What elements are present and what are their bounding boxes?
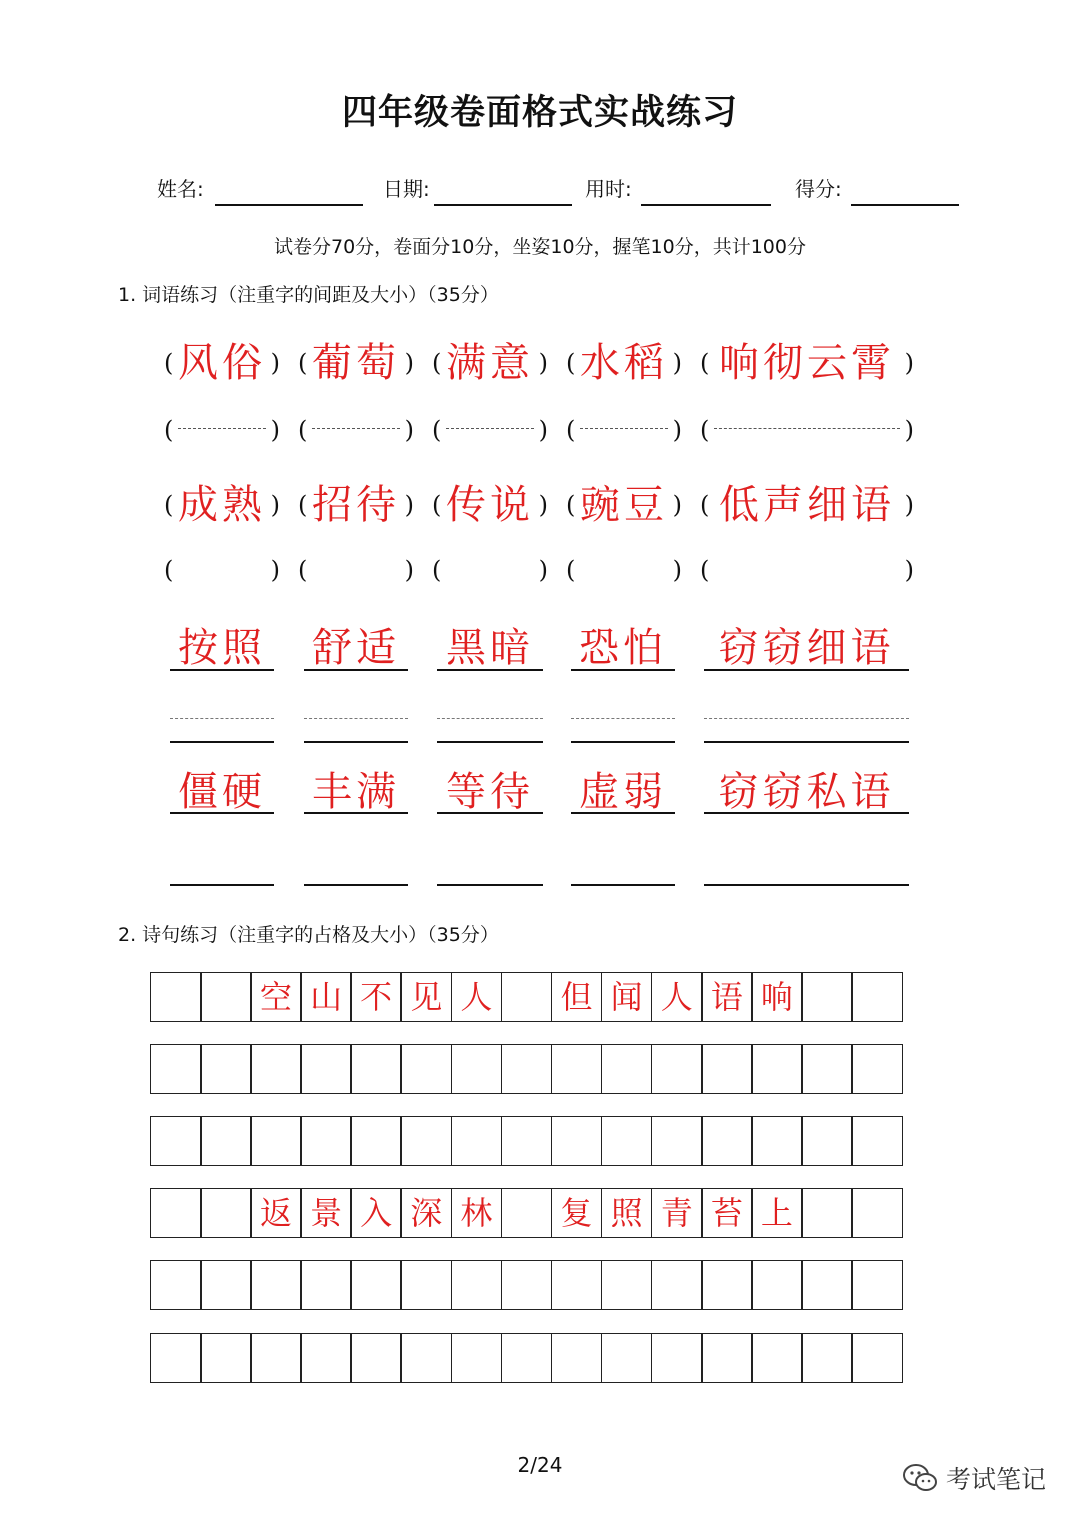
grid-cell[interactable]: 空 [250,972,302,1022]
grid-cell[interactable] [150,1260,202,1310]
answer-line[interactable] [704,741,909,743]
grid-row [150,1116,903,1166]
left-paren: ( [566,416,576,444]
grid-cell[interactable] [300,1044,352,1094]
dashed-guide [446,428,534,429]
grid-cell[interactable] [601,1333,653,1383]
scoring-note: 试卷分70分，卷面分10分，坐姿10分，握笔10分，共计100分 [274,236,806,258]
grid-cell[interactable] [400,1116,452,1166]
underlined-word: 恐怕 [579,625,667,671]
grid-cell[interactable] [150,1116,202,1166]
grid-cell[interactable] [551,1260,603,1310]
underlined-word: 窃窃私语 [718,769,895,815]
paren-answer-blank[interactable] [566,535,682,605]
paren-word-slot [164,328,280,398]
paren-answer-blank[interactable] [566,395,682,465]
word-underline [704,669,909,671]
grid-cell[interactable]: 返 [250,1188,302,1238]
left-paren: ( [700,349,710,377]
grid-cell[interactable] [350,1333,402,1383]
grid-cell[interactable] [501,1333,553,1383]
answer-line[interactable] [437,884,543,886]
left-paren: ( [298,556,308,584]
paren-answer-blank[interactable] [432,535,548,605]
word-underline [170,812,274,814]
dashed-guide [580,428,668,429]
right-paren: ) [270,349,280,377]
grid-cell[interactable] [651,1044,703,1094]
word: 葡萄 [312,340,400,386]
right-paren: ) [270,416,280,444]
word: 水稻 [580,340,668,386]
grid-cell[interactable] [651,1260,703,1310]
right-paren: ) [672,416,682,444]
left-paren: ( [432,491,442,519]
grid-cell[interactable] [851,1333,903,1383]
grid-cell[interactable]: 入 [350,1188,402,1238]
right-paren: ) [538,491,548,519]
word: 低声细语 [719,482,895,528]
right-paren: ) [904,349,914,377]
grid-cell[interactable] [801,1044,853,1094]
grid-cell[interactable] [400,1333,452,1383]
section2-title: 2. 诗句练习（注重字的占格及大小）（35分） [118,924,499,946]
answer-dotted-guide [304,718,408,719]
word: 传说 [446,482,534,528]
watermark [902,1460,1046,1496]
grid-cell[interactable] [451,1260,503,1310]
grid-cell[interactable] [250,1260,302,1310]
date-label: 日期: [383,177,430,201]
grid-cell[interactable]: 复 [551,1188,603,1238]
right-paren: ) [270,491,280,519]
time-label: 用时: [585,177,632,201]
paren-word-slot [566,470,682,540]
grid-cell[interactable] [200,1188,252,1238]
answer-dotted-guide [704,718,909,719]
left-paren: ( [432,349,442,377]
paren-word-slot [432,470,548,540]
answer-dotted-guide [437,718,543,719]
grid-cell[interactable] [150,1188,202,1238]
grid-row [150,1260,903,1310]
right-paren: ) [904,556,914,584]
right-paren: ) [404,556,414,584]
grid-cell[interactable] [400,1044,452,1094]
left-paren: ( [298,416,308,444]
word-underline [437,669,543,671]
grid-cell[interactable]: 上 [751,1188,803,1238]
grid-cell[interactable] [350,1260,402,1310]
grid-cell[interactable] [200,972,252,1022]
dashed-guide [178,428,266,429]
paren-answer-blank[interactable] [298,535,414,605]
grid-cell[interactable]: 景 [300,1188,352,1238]
left-paren: ( [298,349,308,377]
underlined-word: 窃窃细语 [718,625,895,671]
grid-cell[interactable] [501,1116,553,1166]
grid-row [150,1044,903,1094]
grid-cell[interactable] [150,1044,202,1094]
grid-cell[interactable]: 不 [350,972,402,1022]
paren-word-slot [700,470,914,540]
grid-cell[interactable] [350,1116,402,1166]
grid-cell[interactable] [451,1116,503,1166]
grid-cell[interactable] [601,1044,653,1094]
grid-cell[interactable] [551,1116,603,1166]
paren-word-slot [164,470,280,540]
left-paren: ( [566,556,576,584]
right-paren: ) [404,416,414,444]
paren-word-slot [298,470,414,540]
name-field[interactable] [215,204,363,206]
grid-cell[interactable] [801,1333,853,1383]
grid-cell[interactable] [701,1116,753,1166]
underlined-word: 黑暗 [446,625,534,671]
watermark-text: 考试笔记 [945,1465,1046,1494]
grid-cell[interactable] [451,1044,503,1094]
grid-cell[interactable] [300,1333,352,1383]
grid-cell[interactable]: 人 [651,972,703,1022]
right-paren: ) [538,556,548,584]
wechat-icon [902,1463,938,1493]
left-paren: ( [432,416,442,444]
answer-dotted-guide [170,718,274,719]
underlined-word: 虚弱 [579,769,667,815]
paren-answer-blank[interactable] [164,535,280,605]
grid-row [150,1188,903,1238]
grid-cell[interactable] [501,1044,553,1094]
dashed-guide [312,428,400,429]
left-paren: ( [700,556,710,584]
grid-cell[interactable] [751,1260,803,1310]
left-paren: ( [566,349,576,377]
word-underline [704,812,909,814]
grid-cell[interactable] [150,972,202,1022]
answer-dotted-guide [571,718,675,719]
grid-cell[interactable] [801,1116,853,1166]
grid-row [150,1333,903,1383]
grid-cell[interactable] [601,1260,653,1310]
grid-cell[interactable] [451,1333,503,1383]
grid-cell[interactable] [250,1333,302,1383]
grid-cell[interactable] [851,1116,903,1166]
grid-cell[interactable] [200,1333,252,1383]
underlined-word: 僵硬 [178,769,266,815]
answer-line[interactable] [571,741,675,743]
grid-cell[interactable] [250,1116,302,1166]
grid-row [150,972,903,1022]
right-paren: ) [404,491,414,519]
word: 风俗 [178,340,266,386]
paren-answer-blank[interactable] [700,395,914,465]
grid-cell[interactable] [751,1333,803,1383]
time-field[interactable] [641,204,771,206]
right-paren: ) [538,349,548,377]
word-underline [304,812,408,814]
grid-cell[interactable] [801,972,853,1022]
paren-answer-blank[interactable] [432,395,548,465]
grid-cell[interactable] [501,1188,553,1238]
paren-word-slot [700,328,914,398]
paren-answer-blank[interactable] [164,395,280,465]
grid-cell[interactable] [250,1044,302,1094]
paren-word-slot [298,328,414,398]
grid-cell[interactable]: 语 [701,972,753,1022]
answer-line[interactable] [170,884,274,886]
paren-answer-blank[interactable] [700,535,914,605]
right-paren: ) [904,416,914,444]
grid-cell[interactable]: 深 [400,1188,452,1238]
left-paren: ( [164,556,174,584]
score-label: 得分: [795,177,842,201]
left-paren: ( [432,556,442,584]
grid-cell[interactable] [851,972,903,1022]
right-paren: ) [538,416,548,444]
word-underline [571,669,675,671]
grid-cell[interactable]: 闻 [601,972,653,1022]
word: 豌豆 [580,482,668,528]
grid-cell[interactable] [851,1044,903,1094]
section1-title: 1. 词语练习（注重字的间距及大小）（35分） [118,284,499,306]
grid-cell[interactable]: 响 [751,972,803,1022]
left-paren: ( [164,491,174,519]
left-paren: ( [700,491,710,519]
grid-cell[interactable] [350,1044,402,1094]
right-paren: ) [672,491,682,519]
name-label: 姓名: [157,177,204,201]
page-number: 2/24 [517,1453,563,1477]
grid-cell[interactable] [801,1188,853,1238]
underlined-word: 丰满 [312,769,400,815]
paren-word-slot [432,328,548,398]
answer-line[interactable] [437,741,543,743]
score-field[interactable] [851,204,959,206]
grid-cell[interactable] [551,1044,603,1094]
word-underline [304,669,408,671]
word: 招待 [312,482,400,528]
grid-cell[interactable] [601,1116,653,1166]
right-paren: ) [672,349,682,377]
grid-cell[interactable] [701,1260,753,1310]
grid-cell[interactable] [501,1260,553,1310]
grid-cell[interactable] [200,1116,252,1166]
page-title: 四年级卷面格式实战练习 [341,93,738,133]
answer-line[interactable] [170,741,274,743]
dashed-guide [714,428,900,429]
underlined-word: 舒适 [312,625,400,671]
word-underline [571,812,675,814]
paren-word-slot [566,328,682,398]
word: 成熟 [178,482,266,528]
grid-cell[interactable]: 见 [400,972,452,1022]
paren-answer-blank[interactable] [298,395,414,465]
left-paren: ( [298,491,308,519]
grid-cell[interactable] [751,1044,803,1094]
grid-cell[interactable] [701,1044,753,1094]
left-paren: ( [566,491,576,519]
grid-cell[interactable]: 青 [651,1188,703,1238]
underlined-word: 等待 [446,769,534,815]
underlined-word: 按照 [178,625,266,671]
grid-cell[interactable] [851,1260,903,1310]
grid-cell[interactable] [751,1116,803,1166]
grid-cell[interactable]: 苔 [701,1188,753,1238]
grid-cell[interactable] [701,1333,753,1383]
grid-cell[interactable]: 但 [551,972,603,1022]
grid-cell[interactable] [400,1260,452,1310]
grid-cell[interactable]: 林 [451,1188,503,1238]
word: 满意 [446,340,534,386]
grid-cell[interactable] [851,1188,903,1238]
left-paren: ( [164,416,174,444]
grid-cell[interactable]: 照 [601,1188,653,1238]
word-underline [170,669,274,671]
grid-cell[interactable] [801,1260,853,1310]
grid-cell[interactable] [200,1260,252,1310]
grid-cell[interactable] [651,1116,703,1166]
grid-cell[interactable]: 山 [300,972,352,1022]
grid-cell[interactable] [150,1333,202,1383]
grid-cell[interactable] [300,1260,352,1310]
answer-line[interactable] [704,884,909,886]
word-underline [437,812,543,814]
left-paren: ( [700,416,710,444]
grid-cell[interactable] [300,1116,352,1166]
grid-cell[interactable]: 人 [451,972,503,1022]
answer-line[interactable] [304,741,408,743]
date-field[interactable] [434,204,572,206]
right-paren: ) [270,556,280,584]
grid-cell[interactable] [501,972,553,1022]
answer-line[interactable] [304,884,408,886]
word: 响彻云霄 [719,340,895,386]
left-paren: ( [164,349,174,377]
grid-cell[interactable] [651,1333,703,1383]
right-paren: ) [904,491,914,519]
grid-cell[interactable] [551,1333,603,1383]
right-paren: ) [672,556,682,584]
grid-cell[interactable] [200,1044,252,1094]
right-paren: ) [404,349,414,377]
answer-line[interactable] [571,884,675,886]
